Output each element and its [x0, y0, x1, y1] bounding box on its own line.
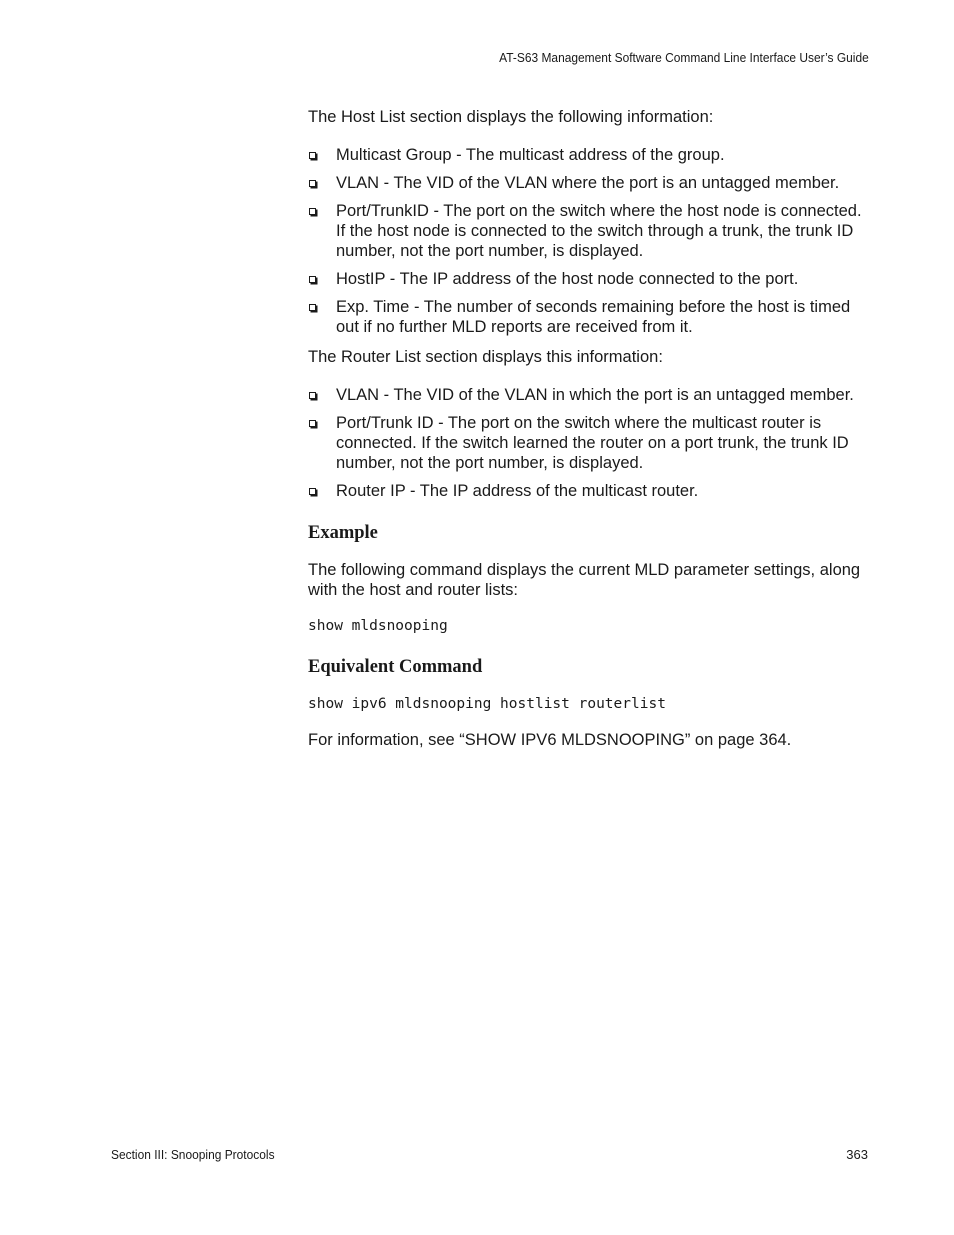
equivalent-command: show ipv6 mldsnooping hostlist routerlist — [308, 696, 666, 712]
list-item-text: Router IP - The IP address of the multicast router. — [336, 482, 699, 500]
square-bullet-icon — [309, 180, 316, 187]
list-item-text: Port/Trunk ID - The port on the switch where the multicast router is connected. If the switch learned the router on a port trunk, the trunk ID number, not the port number, is displayed. — [336, 414, 849, 472]
square-bullet-icon — [309, 420, 316, 427]
list-item-text: Multicast Group - The multicast address of the group. — [336, 146, 725, 164]
list-item — [308, 481, 874, 501]
list-item — [308, 269, 874, 289]
list-item-text: Port/TrunkID - The port on the switch where the host node is connected. If the host node is connected to the switch through a trunk, the trunk ID number, not the port number, is displayed. — [336, 202, 862, 260]
footer-section: Section III: Snooping Protocols — [111, 1147, 275, 1162]
square-bullet-icon — [309, 208, 316, 215]
list-item — [308, 201, 874, 261]
list-item-text: VLAN - The VID of the VLAN in which the port is an untagged member. — [336, 386, 854, 404]
list-item — [308, 173, 874, 193]
example-text: The following command displays the current MLD parameter settings, along with the host and router lists: — [308, 561, 861, 599]
list-item-text: Exp. Time - The number of seconds remaining before the host is timed out if no further MLD reports are received from it. — [336, 298, 851, 336]
list-item-text: HostIP - The IP address of the host node connected to the port. — [336, 270, 799, 288]
running-header: AT-S63 Management Software Command Line Interface User’s Guide — [499, 50, 869, 65]
main-content — [308, 107, 874, 750]
equivalent-command-heading: Equivalent Command — [308, 657, 483, 677]
list-item — [308, 385, 874, 405]
square-bullet-icon — [309, 152, 316, 159]
list-item — [308, 297, 874, 337]
host-list-items — [308, 145, 874, 337]
list-item — [308, 145, 874, 165]
page-number: 363 — [846, 1147, 868, 1162]
square-bullet-icon — [309, 392, 316, 399]
example-heading: Example — [308, 523, 378, 543]
router-list-items — [308, 385, 874, 501]
square-bullet-icon — [309, 304, 316, 311]
list-item-text: VLAN - The VID of the VLAN where the port is an untagged member. — [336, 174, 840, 192]
example-command: show mldsnooping — [308, 618, 448, 634]
square-bullet-icon — [309, 276, 316, 283]
square-bullet-icon — [309, 488, 316, 495]
list-item — [308, 413, 874, 473]
host-list-intro: The Host List section displays the following information: — [308, 108, 714, 126]
reference-text: For information, see “SHOW IPV6 MLDSNOOPING” on page 364. — [308, 731, 792, 749]
router-list-intro: The Router List section displays this information: — [308, 348, 663, 366]
